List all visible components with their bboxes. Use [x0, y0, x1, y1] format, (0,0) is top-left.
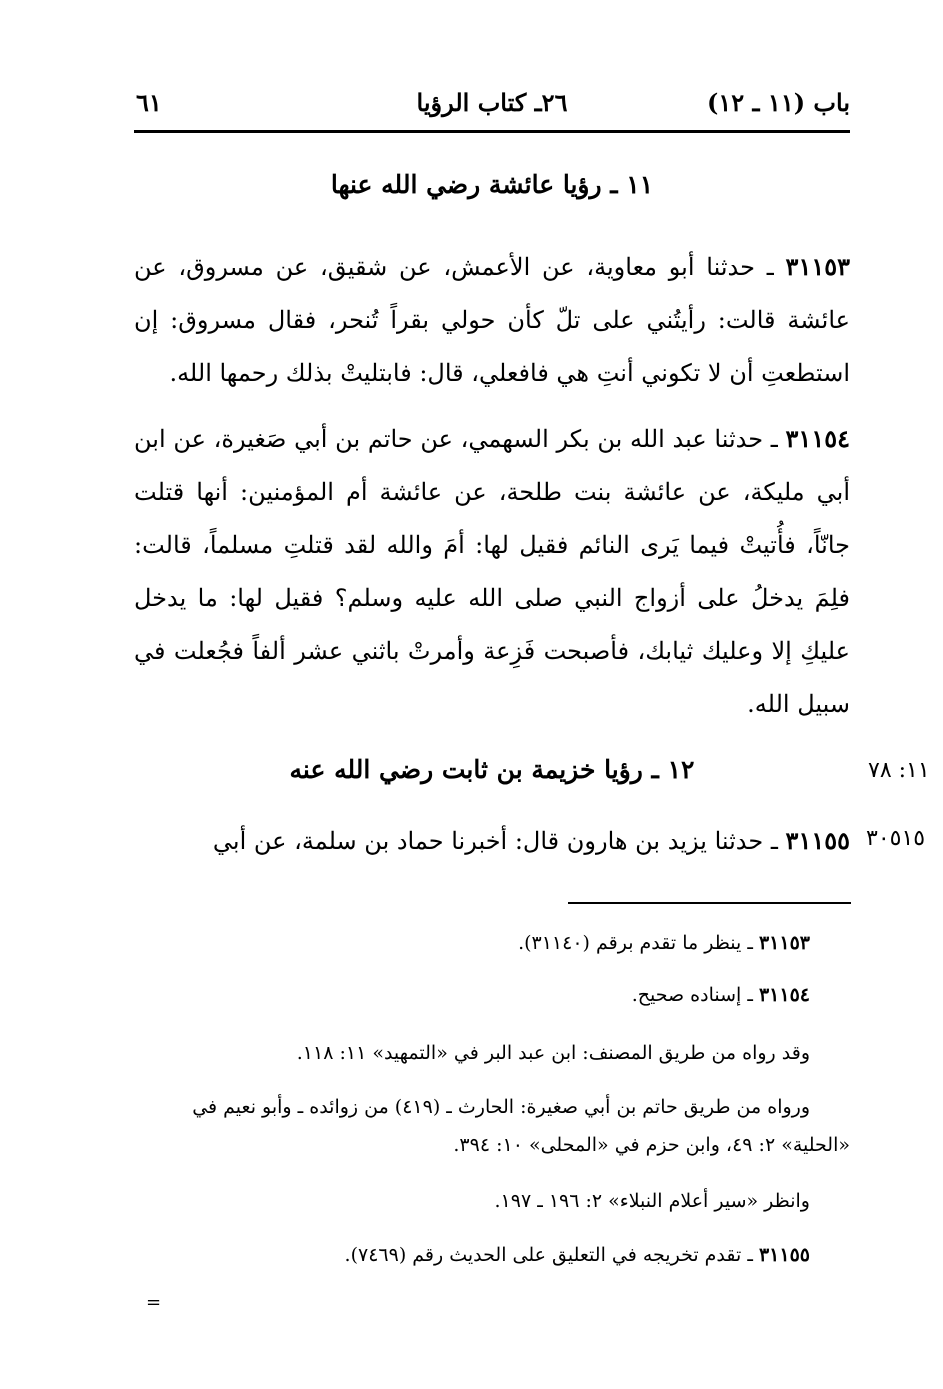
footnote-31155 [134, 1236, 850, 1274]
footnote-line: وانظر «سير أعلام النبلاء» ٢: ١٩٦ ـ ١٩٧. [494, 1190, 810, 1212]
chapter-range: باب (١١ ـ ١٢) [707, 88, 850, 117]
section-12-title: ١٢ ـ رؤيا خزيمة بن ثابت رضي الله عنه [289, 755, 695, 784]
margin-reference: ٣٠٥١٥ [866, 826, 926, 851]
page-number: ٦١ [136, 88, 162, 117]
footnote-text: ـ إسناده صحيح. [631, 984, 753, 1006]
header-rule [134, 130, 850, 133]
hadith-31155 [134, 814, 850, 868]
hadith-text: ـ حدثنا أبو معاوية، عن الأعمش، عن شقيق، عن مسروق، عن عائشة قالت: رأيتُني على تلّ كأن حولي بقراً تُنحر، فقال مسروق: إن استطعتِ أن لا تكوني أنتِ هي فافعلي، قال: فابتليتْ بذلك رحمها الله. [134, 253, 850, 387]
footnote-number: ٣١١٥٥ [758, 1244, 810, 1266]
footnote-number: ٣١١٥٣ [758, 932, 810, 954]
page-header [134, 82, 850, 130]
hadith-31154 [134, 412, 850, 731]
hadith-text: ـ حدثنا عبد الله بن بكر السهمي، عن حاتم بن أبي صَغيرة، عن ابن أبي مليكة، عن عائشة بنت طلحة، عن عائشة أم المؤمنين: أنها قتلت جانّاً، فأُتيتْ فيما يَرى النائم فقيل لها: أمَ والله لقد قتلتِ مسلماً، قالت: فلِمَ يدخلُ على أزواج النبي صلى الله عليه وسلم؟ فقيل لها: ما يدخل عليكِ إلا وعليك ثيابك، فأصبحت فَزِعة وأمرتْ باثني عشر ألفاً فجُعلت في سبيل الله. [134, 425, 850, 718]
hadith-number: ٣١١٥٤ [785, 424, 850, 453]
continuation-mark: = [146, 1292, 162, 1313]
footnote-31153 [134, 924, 850, 962]
footnote-line: وقد رواه من طريق المصنف: ابن عبد البر في «التمهيد» ١١: ١١٨. [296, 1042, 810, 1064]
hadith-number: ٣١١٥٣ [785, 252, 850, 281]
footnote-rule [568, 902, 851, 904]
footnote-number: ٣١١٥٤ [758, 984, 810, 1006]
hadith-number: ٣١١٥٥ [785, 826, 850, 855]
footnote-31154 [134, 976, 850, 1014]
footnote-line: ورواه من طريق حاتم بن أبي صغيرة: الحارث ـ (٤١٩) من زوائده ـ وأبو نعيم في «الحلية» ٢: ٤٩، وابن حزم في «المحلى» ١٠: ٣٩٤. [192, 1096, 850, 1156]
hadith-31153 [134, 240, 850, 400]
hadith-text: ـ حدثنا يزيد بن هارون قال: أخبرنا حماد بن سلمة، عن أبي [212, 827, 778, 855]
section-11-title: ١١ ـ رؤيا عائشة رضي الله عنها [330, 170, 654, 199]
book-title: ٢٦ـ كتاب الرؤيا [416, 88, 568, 117]
footnote-text: ـ تقدم تخريجه في التعليق على الحديث رقم (٧٤٦٩). [344, 1244, 753, 1266]
footnote-text: ـ ينظر ما تقدم برقم (٣١١٤٠). [518, 932, 753, 954]
margin-reference: ١١: ٧٨ [868, 758, 930, 783]
